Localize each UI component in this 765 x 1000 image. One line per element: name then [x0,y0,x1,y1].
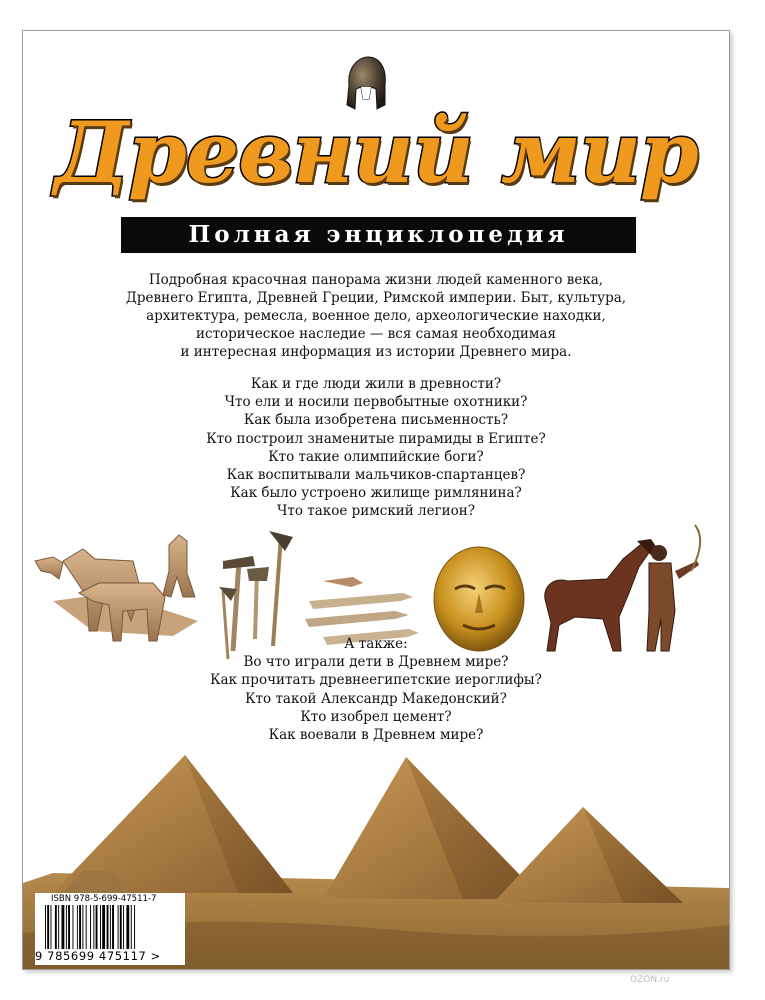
question-item: Как и где люди жили в древности? [250,376,502,392]
description-line: Подробная красочная панорама жизни людей каменного века, [148,272,604,288]
also-item: Кто такой Александр Македонский? [245,690,507,707]
description-line: и интересная информация из истории Древнего мира. [180,344,572,360]
also-item: Кто изобрел цемент? [300,708,452,725]
question-item: Что ели и носили первобытные охотники? [224,394,528,411]
isbn-text: ISBN 978-5-699-47511-7 [51,894,157,904]
barcode-image [43,905,181,951]
book-title: Древний мир [54,103,698,202]
description-line: историческое наследие — вся самая необходимая [196,326,556,342]
questions-list [103,375,649,521]
description [93,271,659,361]
question-item: Как была изобретена письменность? [243,412,509,429]
question-item: Кто такие олимпийские боги? [268,448,484,465]
question-item: Кто построил знаменитые пирамиды в Египте? [206,430,546,447]
book-back-cover [22,30,730,970]
rider-and-horse-image [545,525,700,651]
description-line: Древнего Египта, Древней Греции, Римской империи. Быт, культура, [125,290,627,306]
also-item: Во что играли дети в Древнем мире? [243,654,509,671]
barcode-label [35,893,185,965]
also-item: Как прочитать древнеегипетские иероглифы? [210,672,542,689]
also-heading: А также: [344,636,408,652]
also-item: Как воевали в Древнем мире? [268,727,484,744]
watermark-text: OZON.ru [630,975,670,985]
book-subtitle: Полная энциклопедия [121,217,636,253]
question-item: Как воспитывали мальчиков-спартанцев? [226,467,526,484]
question-item: Как было устроено жилище римлянина? [230,485,522,502]
description-line: архитектура, ремесла, военное дело, археологические находки, [146,308,606,324]
question-item: Что такое римский легион? [276,503,476,520]
barcode-number: 9 785699 475117 > [35,949,161,963]
also-section [103,635,649,744]
clay-horse-figurine-image [35,535,198,641]
